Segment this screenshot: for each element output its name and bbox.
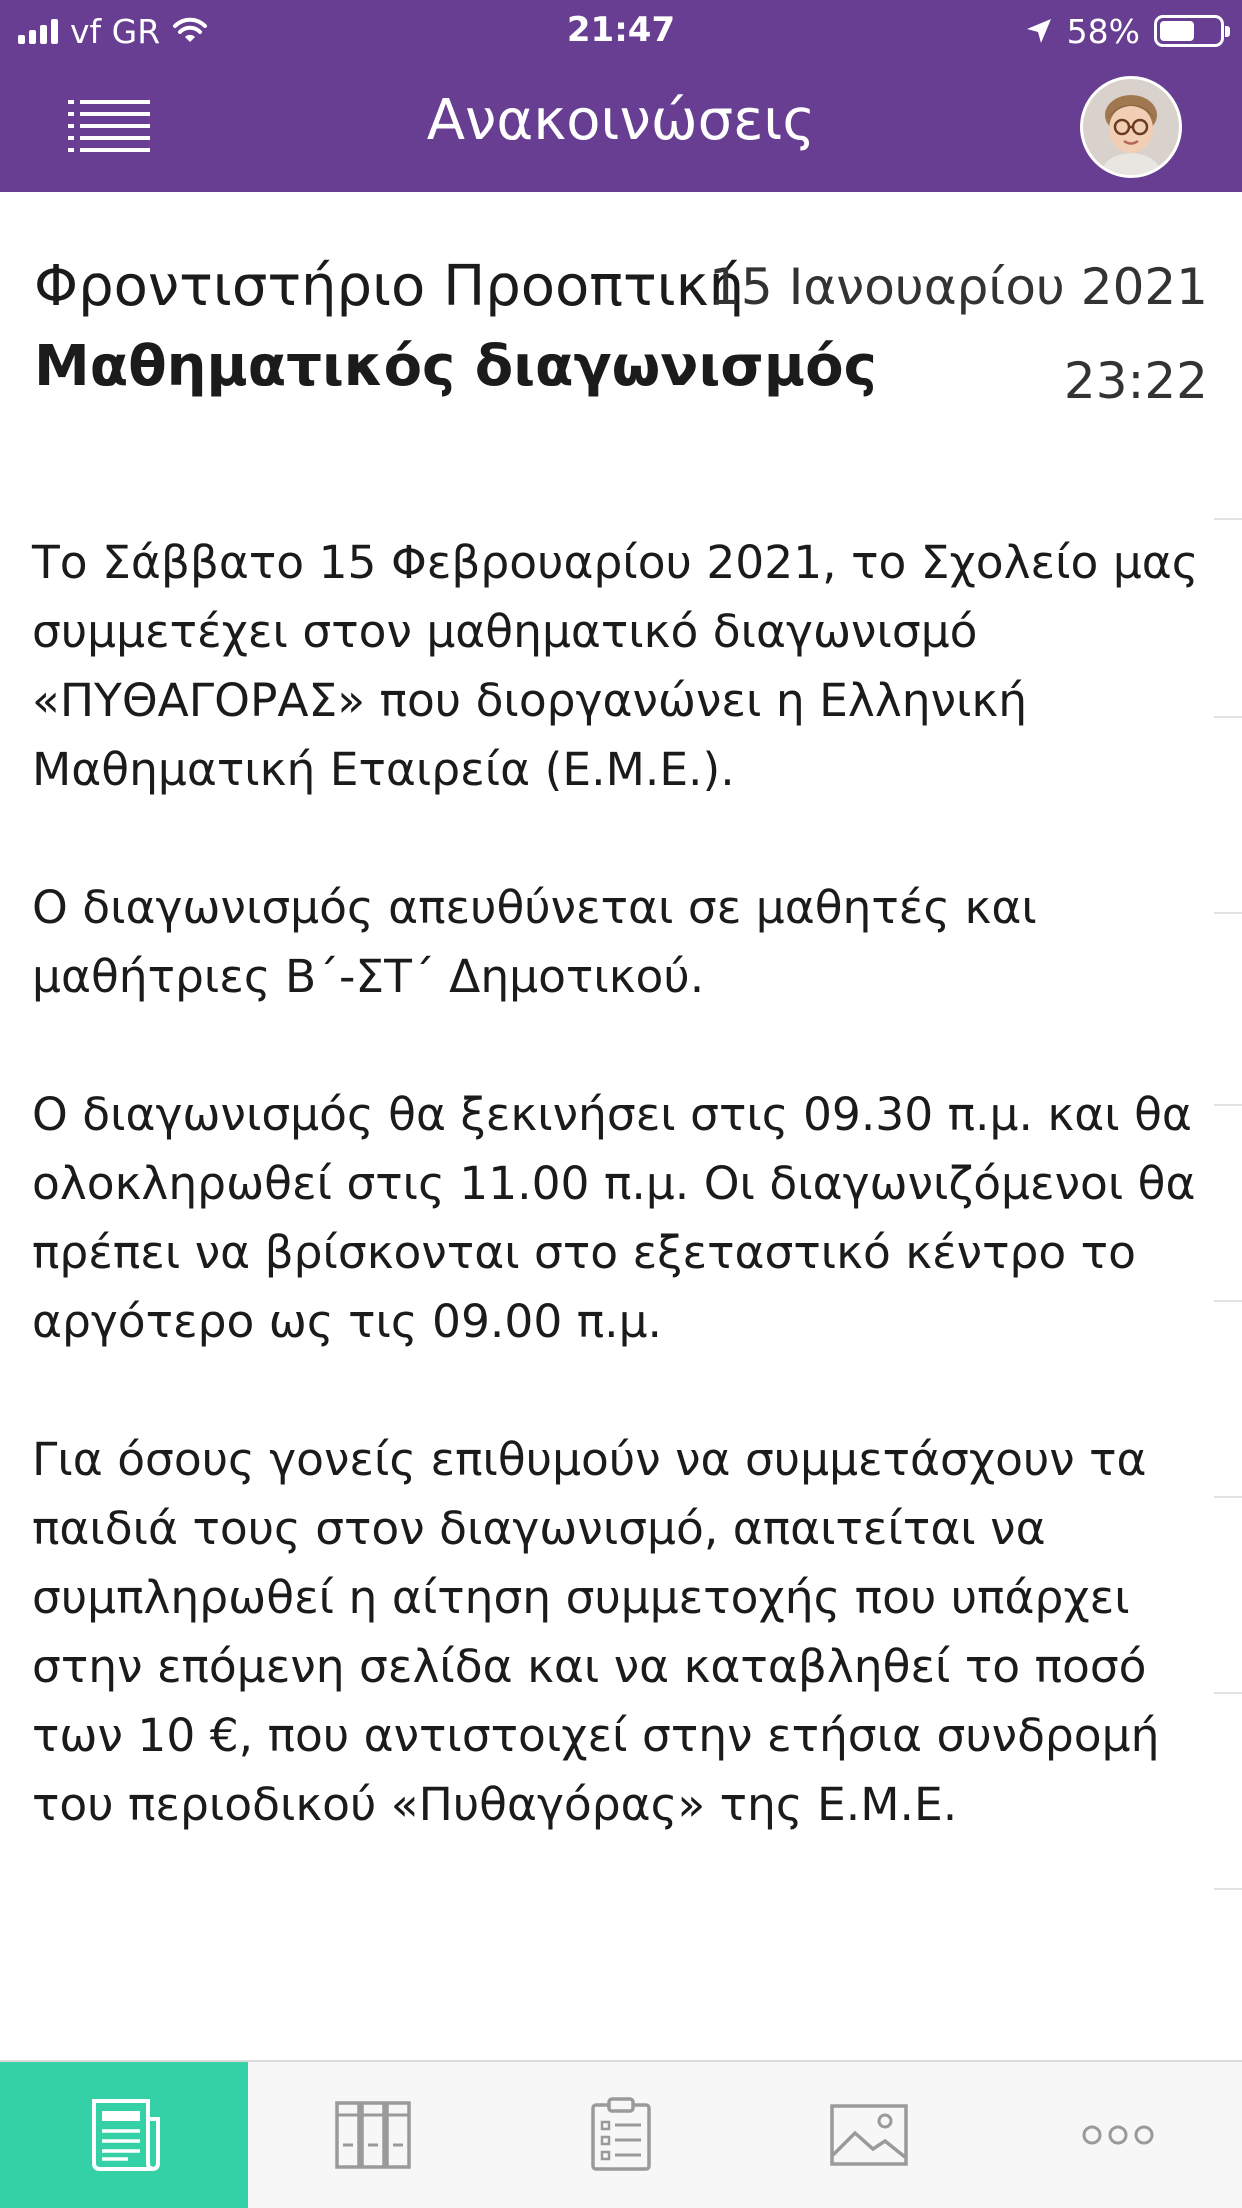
status-right: [1025, 10, 1224, 52]
carrier-name: vf GR: [70, 11, 161, 51]
battery-percent: 58%: [1066, 11, 1140, 51]
tab-tasks[interactable]: [497, 2062, 745, 2208]
top-bar: [0, 0, 1242, 192]
announcement-subject: Μαθηματικός διαγωνισμός: [34, 334, 877, 399]
avatar[interactable]: [1080, 76, 1182, 178]
body-paragraph: Το Σάββατο 15 Φεβρουαρίου 2021, το Σχολείο μας συμμετέχει στον μαθηματικό διαγωνισμό «ΠΥΘΑΓΟΡΑΣ» που διοργανώνει η Ελληνική Μαθηματική Εταιρεία (Ε.Μ.Ε.).: [32, 536, 1199, 796]
scroll-indicator: [1212, 192, 1242, 2060]
body-paragraph: Ο διαγωνισμός θα ξεκινήσει στις 09.30 π.μ. και θα ολοκληρωθεί στις 11.00 π.μ. Οι διαγωνιζόμενοι θα πρέπει να βρίσκονται στο εξεταστικό κέντρο το αργότερο ως τις 09.00 π.μ.: [32, 1088, 1196, 1348]
body-paragraph: Για όσους γονείς επιθυμούν να συμμετάσχουν τα παιδιά τους στον διαγωνισμό, απαιτείται να συμπληρωθεί η αίτηση συμμετοχής που υπάρχει στην επόμενη σελίδα και να καταβληθεί το ποσό των 10 €, που αντιστοιχεί στην ετήσια συνδρομή του περιοδικού «Πυθαγόρας» της Ε.Μ.Ε.: [32, 1433, 1160, 1831]
tab-lessons[interactable]: [248, 2062, 496, 2208]
battery-level: [1160, 21, 1194, 41]
child-avatar-icon: [1083, 79, 1179, 175]
status-bar: [0, 0, 1242, 60]
sender-name: Φροντιστήριο Προοπτική: [34, 254, 745, 319]
photo-gallery-icon: [829, 2103, 909, 2167]
tab-gallery[interactable]: [745, 2062, 993, 2208]
announcement-time: 23:22: [1063, 352, 1208, 410]
announcement-detail: [0, 192, 1242, 2060]
bottom-tab-bar: [0, 2060, 1242, 2208]
newspaper-icon: [84, 2097, 164, 2173]
body-paragraph: Ο διαγωνισμός απευθύνεται σε μαθητές και μαθήτριες Β΄-ΣΤ΄ Δημοτικού.: [32, 881, 1037, 1003]
page-title: Ανακοινώσεις: [426, 88, 816, 153]
location-arrow-icon: [1025, 17, 1053, 45]
battery-icon: [1154, 15, 1224, 47]
books-icon: [333, 2099, 413, 2171]
announcement-body: [32, 528, 1212, 1908]
announcement-date: 15 Ιανουαρίου 2021: [709, 258, 1208, 316]
status-time: 21:47: [566, 10, 676, 50]
tab-announcements[interactable]: [0, 2062, 248, 2208]
nav-bar: [0, 60, 1242, 192]
more-dots-icon: [1080, 2123, 1156, 2147]
tab-more[interactable]: [994, 2062, 1242, 2208]
clipboard-list-icon: [589, 2097, 653, 2173]
